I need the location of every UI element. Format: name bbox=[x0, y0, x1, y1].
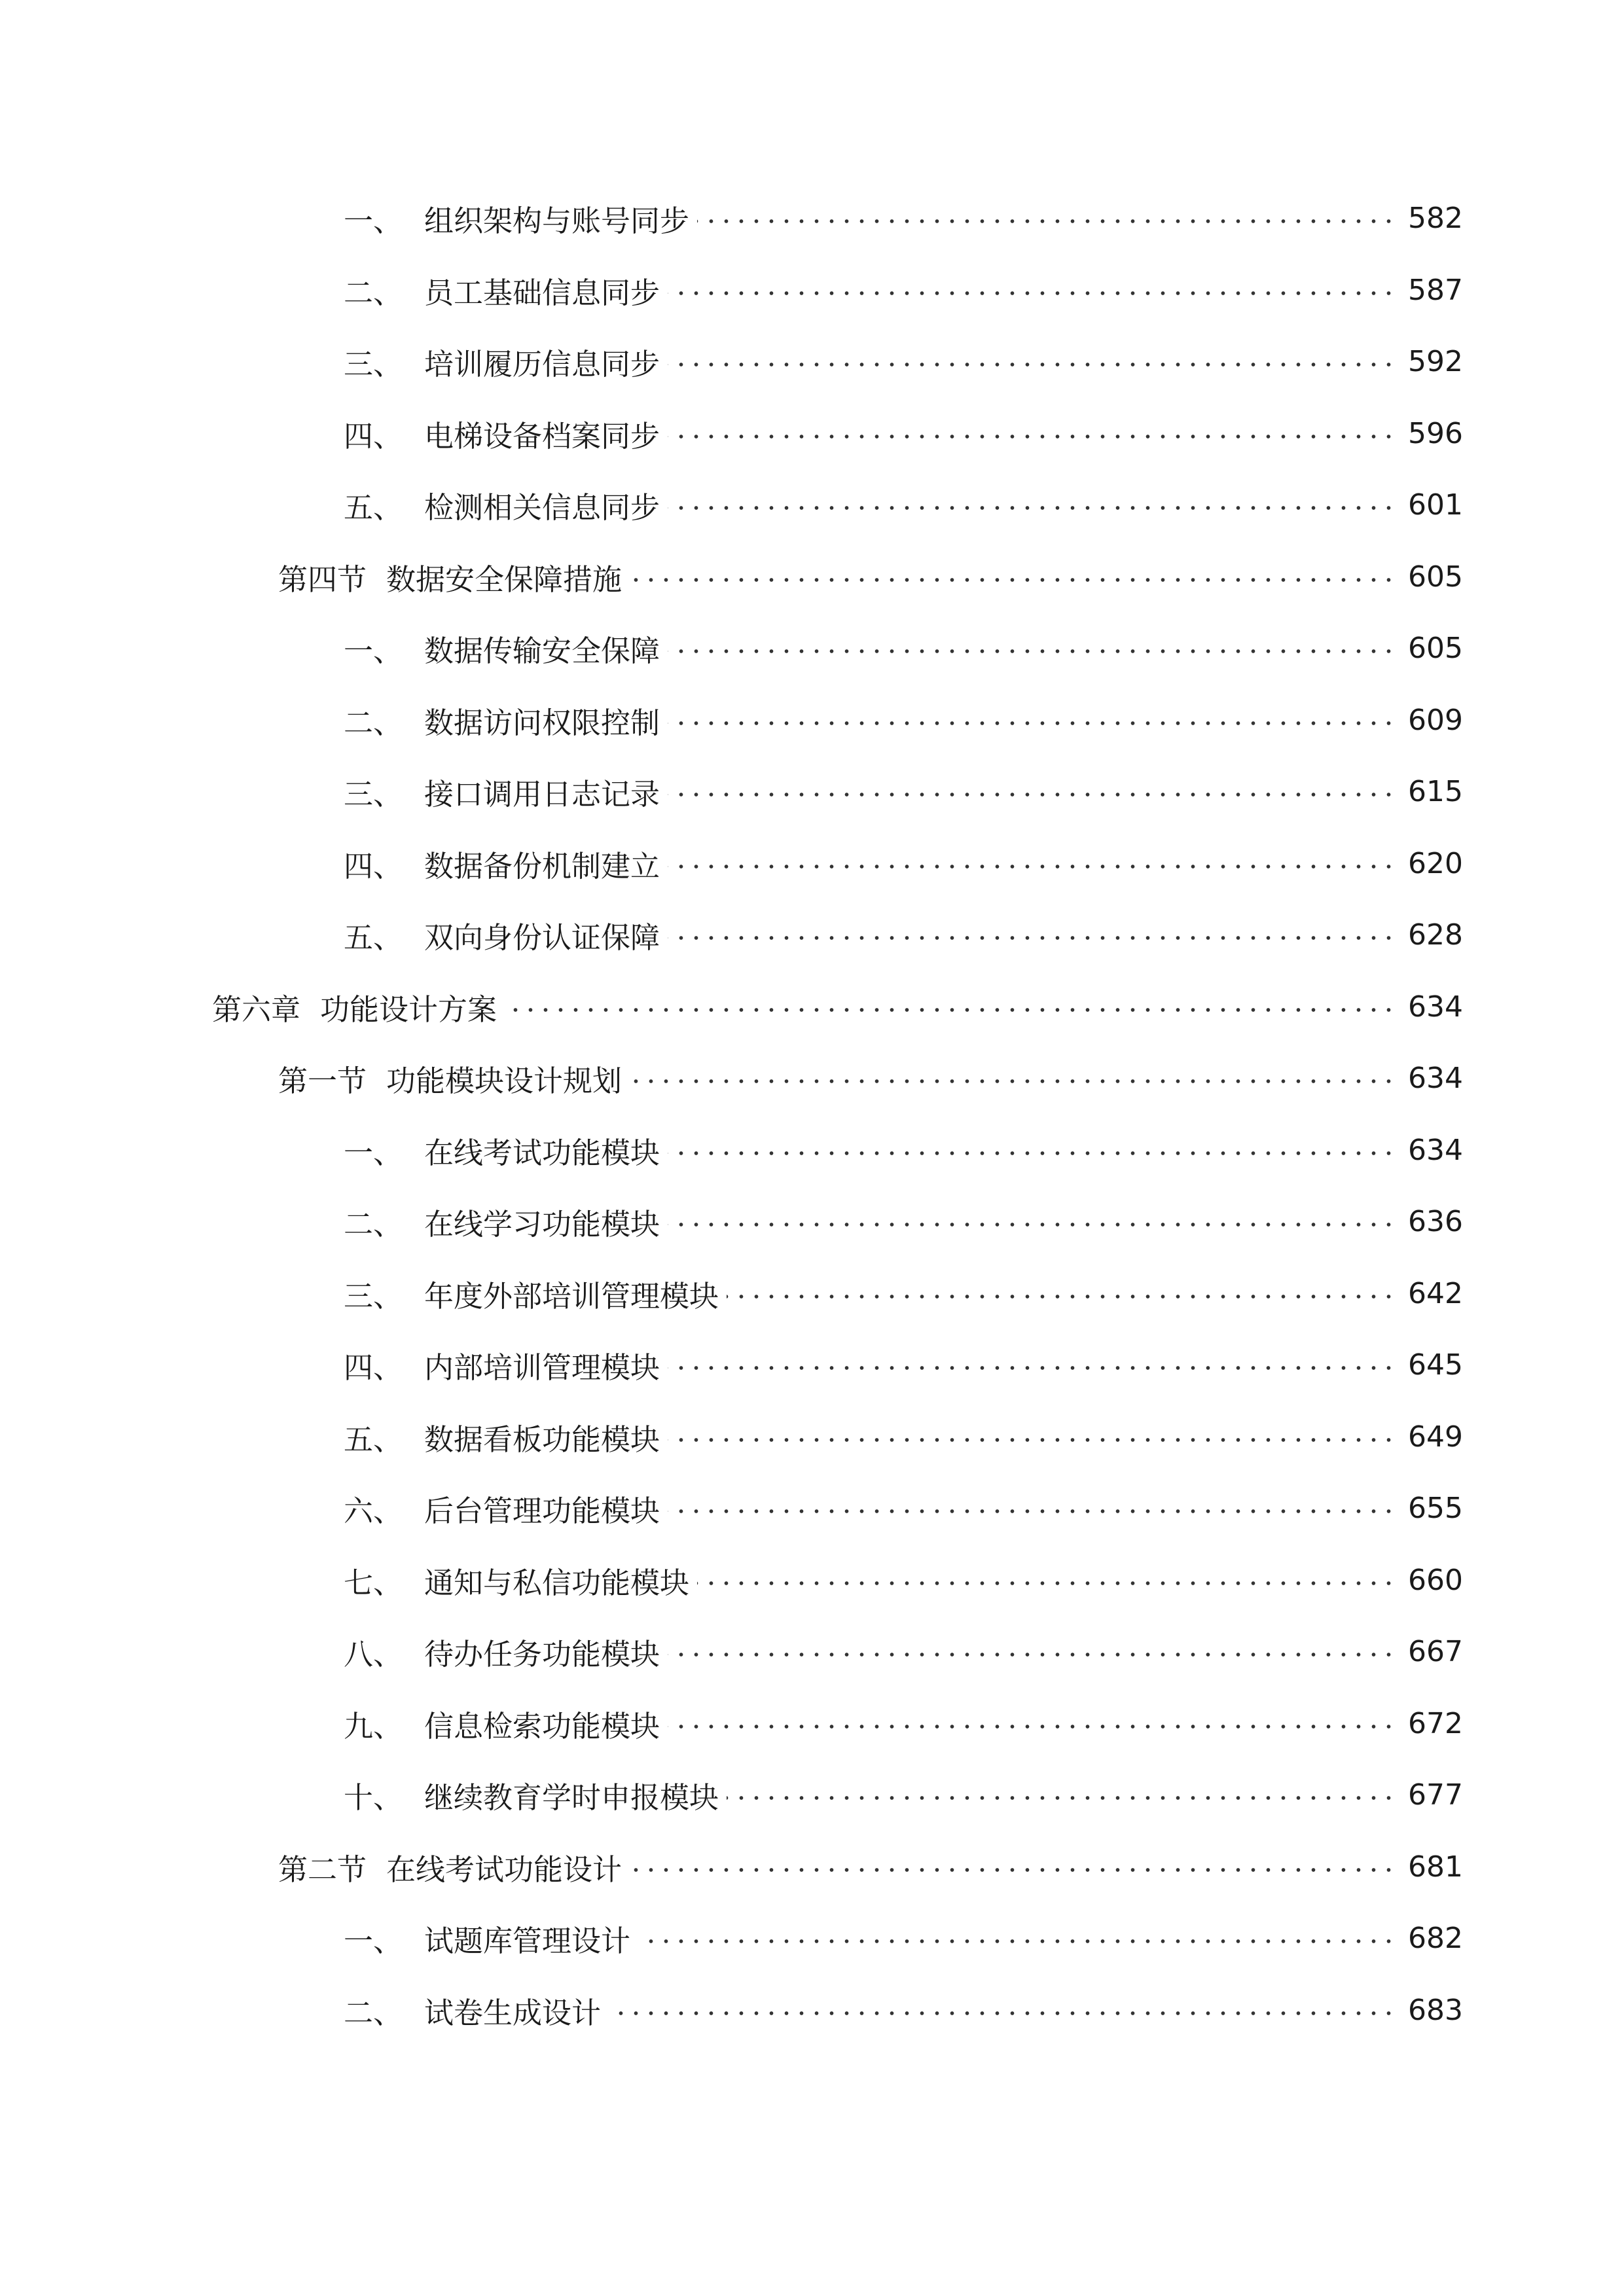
toc-entry-number: 四、 bbox=[344, 848, 403, 884]
toc-entry-number: 三、 bbox=[344, 1278, 403, 1314]
toc-entry-page: 628 bbox=[1408, 918, 1463, 952]
toc-entry-number: 第二节 bbox=[278, 1852, 367, 1887]
toc-entry[interactable] bbox=[344, 1625, 1463, 1677]
toc-entry-number: 十、 bbox=[344, 1780, 403, 1815]
toc-entry[interactable] bbox=[344, 622, 1463, 674]
dot-leader bbox=[630, 1079, 1396, 1084]
toc-entry-title: 试题库管理设计 bbox=[424, 1923, 631, 1958]
toc-entry[interactable] bbox=[344, 192, 1463, 244]
toc-entry-page: 660 bbox=[1408, 1563, 1463, 1597]
toc-entry-title: 后台管理功能模块 bbox=[424, 1493, 660, 1528]
toc-entry[interactable] bbox=[344, 1482, 1463, 1534]
toc-entry[interactable] bbox=[344, 1195, 1463, 1247]
dot-leader bbox=[727, 1795, 1396, 1801]
toc-entry-page: 634 bbox=[1408, 1061, 1463, 1095]
toc-entry-page: 592 bbox=[1408, 344, 1463, 378]
toc-entry-number: 一、 bbox=[344, 1923, 403, 1958]
toc-entry-number: 六、 bbox=[344, 1493, 403, 1528]
toc-entry-number: 第四节 bbox=[278, 562, 367, 597]
dot-leader bbox=[668, 1365, 1396, 1371]
dot-leader bbox=[609, 2011, 1396, 2016]
toc-entry-page: 649 bbox=[1408, 1420, 1463, 1454]
toc-entry-page: 605 bbox=[1408, 631, 1463, 665]
toc-entry-number: 八、 bbox=[344, 1636, 403, 1672]
toc-entry-title: 电梯设备档案同步 bbox=[424, 418, 660, 454]
toc-entry-number: 第六章 bbox=[212, 992, 301, 1027]
toc-entry[interactable] bbox=[278, 550, 1463, 603]
dot-leader bbox=[668, 434, 1396, 439]
toc-entry-page: 672 bbox=[1408, 1706, 1463, 1740]
dot-leader bbox=[668, 505, 1396, 511]
toc-entry-title: 通知与私信功能模块 bbox=[424, 1565, 690, 1600]
toc-entry-page: 636 bbox=[1408, 1204, 1463, 1238]
toc-entry[interactable] bbox=[344, 694, 1463, 746]
toc-entry-title: 数据传输安全保障 bbox=[424, 633, 660, 668]
toc-entry[interactable] bbox=[344, 1338, 1463, 1391]
toc-entry-title: 试卷生成设计 bbox=[424, 1995, 602, 2030]
toc-entry-title: 在线考试功能设计 bbox=[386, 1852, 623, 1887]
toc-entry-page: 634 bbox=[1408, 1133, 1463, 1167]
toc-entry-number: 五、 bbox=[344, 920, 403, 955]
toc-entry[interactable] bbox=[344, 264, 1463, 316]
dot-leader bbox=[630, 1867, 1396, 1873]
toc-entry[interactable] bbox=[344, 1697, 1463, 1749]
toc-entry[interactable] bbox=[278, 1052, 1463, 1104]
toc-entry-number: 四、 bbox=[344, 418, 403, 454]
toc-entry-page: 682 bbox=[1408, 1921, 1463, 1955]
toc-entry-page: 596 bbox=[1408, 416, 1463, 450]
toc-entry[interactable] bbox=[344, 1768, 1463, 1821]
toc-entry-title: 接口调用日志记录 bbox=[424, 776, 660, 812]
toc-entry[interactable] bbox=[344, 1410, 1463, 1463]
dot-leader bbox=[697, 219, 1396, 224]
toc-entry[interactable] bbox=[278, 1840, 1463, 1893]
toc-entry-number: 二、 bbox=[344, 275, 403, 310]
toc-entry-page: 655 bbox=[1408, 1491, 1463, 1525]
dot-leader bbox=[727, 1294, 1396, 1299]
dot-leader bbox=[668, 362, 1396, 367]
dot-leader bbox=[630, 577, 1396, 583]
toc-entry-page: 681 bbox=[1408, 1850, 1463, 1884]
toc-entry-number: 九、 bbox=[344, 1708, 403, 1744]
toc-entry[interactable] bbox=[344, 765, 1463, 817]
toc-entry[interactable] bbox=[344, 1984, 1463, 2036]
toc-entry-number: 三、 bbox=[344, 776, 403, 812]
toc-entry-page: 667 bbox=[1408, 1634, 1463, 1668]
toc-entry-number: 四、 bbox=[344, 1350, 403, 1385]
toc-entry-page: 642 bbox=[1408, 1276, 1463, 1310]
toc-entry-page: 683 bbox=[1408, 1993, 1463, 2027]
toc-entry[interactable] bbox=[344, 335, 1463, 387]
toc-entry-title: 双向身份认证保障 bbox=[424, 920, 660, 955]
toc-entry-title: 员工基础信息同步 bbox=[424, 275, 660, 310]
dot-leader bbox=[668, 1509, 1396, 1514]
toc-entry-title: 数据看板功能模块 bbox=[424, 1422, 660, 1457]
toc-entry-number: 第一节 bbox=[278, 1063, 367, 1098]
toc-entry-page: 587 bbox=[1408, 273, 1463, 307]
toc-entry-number: 三、 bbox=[344, 346, 403, 382]
toc-entry-title: 培训履历信息同步 bbox=[424, 346, 660, 382]
dot-leader bbox=[668, 291, 1396, 296]
toc-entry-number: 七、 bbox=[344, 1565, 403, 1600]
dot-leader bbox=[668, 864, 1396, 869]
toc-entry-title: 继续教育学时申报模块 bbox=[424, 1780, 719, 1815]
toc-entry-title: 功能模块设计规划 bbox=[386, 1063, 623, 1098]
toc-entry[interactable] bbox=[212, 980, 1463, 1033]
toc-entry-page: 605 bbox=[1408, 560, 1463, 594]
toc-entry-number: 五、 bbox=[344, 490, 403, 525]
toc-entry-title: 功能设计方案 bbox=[320, 992, 497, 1027]
dot-leader bbox=[668, 792, 1396, 797]
toc-entry-title: 在线考试功能模块 bbox=[424, 1135, 660, 1170]
toc-entry-title: 信息检索功能模块 bbox=[424, 1708, 660, 1744]
toc-entry-title: 检测相关信息同步 bbox=[424, 490, 660, 525]
dot-leader bbox=[668, 1724, 1396, 1729]
dot-leader bbox=[668, 649, 1396, 654]
toc-entry-title: 数据备份机制建立 bbox=[424, 848, 660, 884]
toc-entry-title: 组织架构与账号同步 bbox=[424, 203, 690, 238]
toc-entry[interactable] bbox=[344, 1267, 1463, 1319]
dot-leader bbox=[697, 1581, 1396, 1586]
toc-entry-page: 601 bbox=[1408, 488, 1463, 522]
toc-entry-page: 620 bbox=[1408, 846, 1463, 880]
dot-leader bbox=[668, 1652, 1396, 1657]
toc-entry[interactable] bbox=[344, 407, 1463, 459]
toc-entry-title: 在线学习功能模块 bbox=[424, 1206, 660, 1242]
dot-leader bbox=[638, 1939, 1396, 1944]
toc-entry[interactable] bbox=[344, 1554, 1463, 1606]
toc-entry-number: 一、 bbox=[344, 1135, 403, 1170]
dot-leader bbox=[505, 1007, 1396, 1013]
toc-entry-number: 五、 bbox=[344, 1422, 403, 1457]
toc-entry-page: 645 bbox=[1408, 1348, 1463, 1382]
toc-entry-number: 二、 bbox=[344, 1206, 403, 1242]
toc-entry[interactable] bbox=[344, 1912, 1463, 1964]
toc-entry[interactable] bbox=[344, 837, 1463, 889]
toc-entry-number: 二、 bbox=[344, 1995, 403, 2030]
toc-entry-title: 数据安全保障措施 bbox=[386, 562, 623, 597]
toc-entry[interactable] bbox=[344, 908, 1463, 961]
toc-entry-number: 一、 bbox=[344, 633, 403, 668]
dot-leader bbox=[668, 1437, 1396, 1443]
toc-entry-title: 内部培训管理模块 bbox=[424, 1350, 660, 1385]
toc-entry-title: 年度外部培训管理模块 bbox=[424, 1278, 719, 1314]
dot-leader bbox=[668, 1222, 1396, 1227]
toc-entry-page: 609 bbox=[1408, 703, 1463, 737]
toc-entry[interactable] bbox=[344, 478, 1463, 531]
dot-leader bbox=[668, 1151, 1396, 1156]
dot-leader bbox=[668, 935, 1396, 941]
toc-entry-number: 二、 bbox=[344, 705, 403, 740]
toc-entry[interactable] bbox=[344, 1124, 1463, 1176]
toc-entry-title: 数据访问权限控制 bbox=[424, 705, 660, 740]
toc-entry-page: 582 bbox=[1408, 201, 1463, 235]
toc-entry-title: 待办任务功能模块 bbox=[424, 1636, 660, 1672]
toc-entry-number: 一、 bbox=[344, 203, 403, 238]
toc-entry-page: 634 bbox=[1408, 990, 1463, 1024]
dot-leader bbox=[668, 721, 1396, 726]
toc-entry-page: 615 bbox=[1408, 774, 1463, 808]
toc-entry-page: 677 bbox=[1408, 1778, 1463, 1812]
